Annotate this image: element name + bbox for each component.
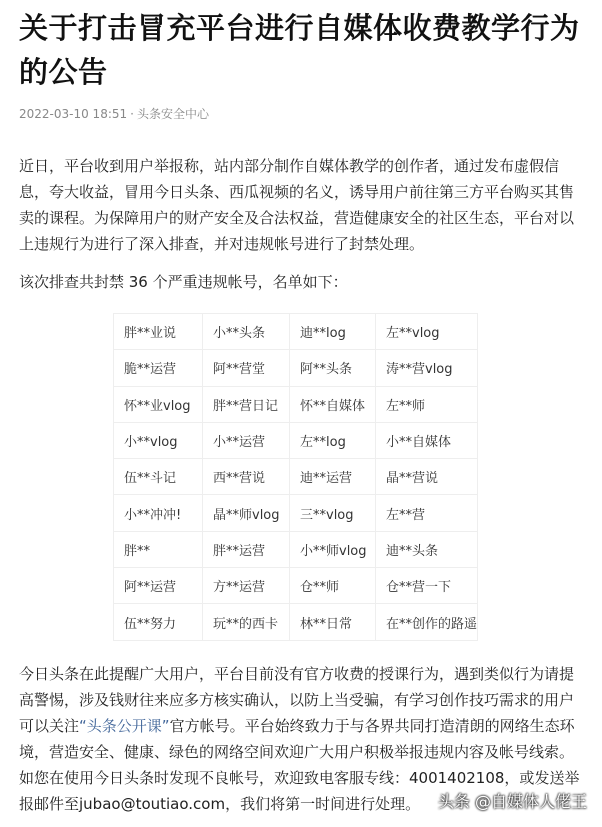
account-cell: 脆**运营 (114, 350, 203, 386)
account-cell: 怀**业vlog (114, 386, 203, 422)
meta-separator: · (130, 107, 134, 121)
banned-accounts-table (113, 313, 478, 641)
table-row (114, 314, 478, 350)
account-cell: 方**运营 (203, 568, 290, 604)
table-row (114, 568, 478, 604)
account-cell: 伍**斗记 (114, 459, 203, 495)
account-cell: 迪**运营 (290, 459, 376, 495)
table-row (114, 531, 478, 567)
official-account-link[interactable]: “头条公开课” (79, 717, 170, 735)
account-cell: 左**师 (376, 386, 478, 422)
account-cell: 西**营说 (203, 459, 290, 495)
account-cell: 小**冲冲! (114, 495, 203, 531)
table-row (114, 422, 478, 458)
account-cell: 小**vlog (114, 422, 203, 458)
account-cell: 涛**营vlog (376, 350, 478, 386)
account-cell: 左**log (290, 422, 376, 458)
account-cell: 小**头条 (203, 314, 290, 350)
account-cell: 林**日常 (290, 604, 376, 640)
table-row (114, 350, 478, 386)
table-row (114, 495, 478, 531)
account-cell: 迪**log (290, 314, 376, 350)
article-title: 关于打击冒充平台进行自媒体收费教学行为的公告 (19, 11, 580, 89)
article-meta (19, 105, 209, 122)
account-cell: 迪**头条 (376, 531, 478, 567)
account-cell: 小**自媒体 (376, 422, 478, 458)
account-cell: 怀**自媒体 (290, 386, 376, 422)
account-cell: 胖**运营 (203, 531, 290, 567)
paragraph-intro: 近日，平台收到用户举报称，站内部分制作自媒体教学的创作者，通过发布虚假信息，夸大收益，冒用今日头条、西瓜视频的名义，诱导用户前往第三方平台购买其售卖的课程。为保障用户的财产安全及合法权益，营造健康安全的社区生态，平台对以上违规行为进行了深入排查，并对违规帐号进行了封禁处理。 (19, 157, 575, 253)
publish-date: 2022-03-10 18:51 (19, 107, 128, 121)
account-cell: 晶**师vlog (203, 495, 290, 531)
paragraph-list-intro: 该次排查共封禁 36 个严重违规帐号，名单如下： (19, 273, 348, 291)
account-cell: 阿**头条 (290, 350, 376, 386)
account-cell: 在**创作的路遥 (376, 604, 478, 640)
account-cell: 伍**努力 (114, 604, 203, 640)
reminder-text-before: 今日头条在此提醒广大用户，平台目前没有官方收费的授课行为，遇到类似行为请提高警惕，涉及钱财往来应多方核实确认，以防上当受骗，有学习创作技巧需求的用户可以关注 (19, 665, 575, 735)
watermark: 头条 @自媒体人佬王 (437, 792, 587, 811)
account-cell: 仓**营一下 (376, 568, 478, 604)
source-link[interactable]: 头条安全中心 (136, 107, 209, 121)
account-cell: 三**vlog (290, 495, 376, 531)
reminder-text-after: 官方帐号。平台始终致力于与各界共同打造清朗的网络生态环境，营造安全、健康、绿色的网络空间欢迎广大用户积极举报违规内容及帐号线索。如您在使用今日头条时发现不良帐号，欢迎致电客服专线：4001402108，或发送举报邮件至jubao@toutiao.com，我们将第一时间进行处理。 (19, 717, 580, 813)
table-row (114, 604, 478, 640)
table-row (114, 459, 478, 495)
account-cell: 仓**师 (290, 568, 376, 604)
account-cell: 胖**营日记 (203, 386, 290, 422)
account-cell: 左**vlog (376, 314, 478, 350)
account-cell: 左**营 (376, 495, 478, 531)
account-cell: 小**运营 (203, 422, 290, 458)
account-cell: 阿**营堂 (203, 350, 290, 386)
account-cell: 胖**业说 (114, 314, 203, 350)
account-cell: 胖** (114, 531, 203, 567)
account-cell: 阿**运营 (114, 568, 203, 604)
table-row (114, 386, 478, 422)
account-cell: 小**师vlog (290, 531, 376, 567)
account-cell: 玩**的西卡 (203, 604, 290, 640)
account-cell: 晶**营说 (376, 459, 478, 495)
